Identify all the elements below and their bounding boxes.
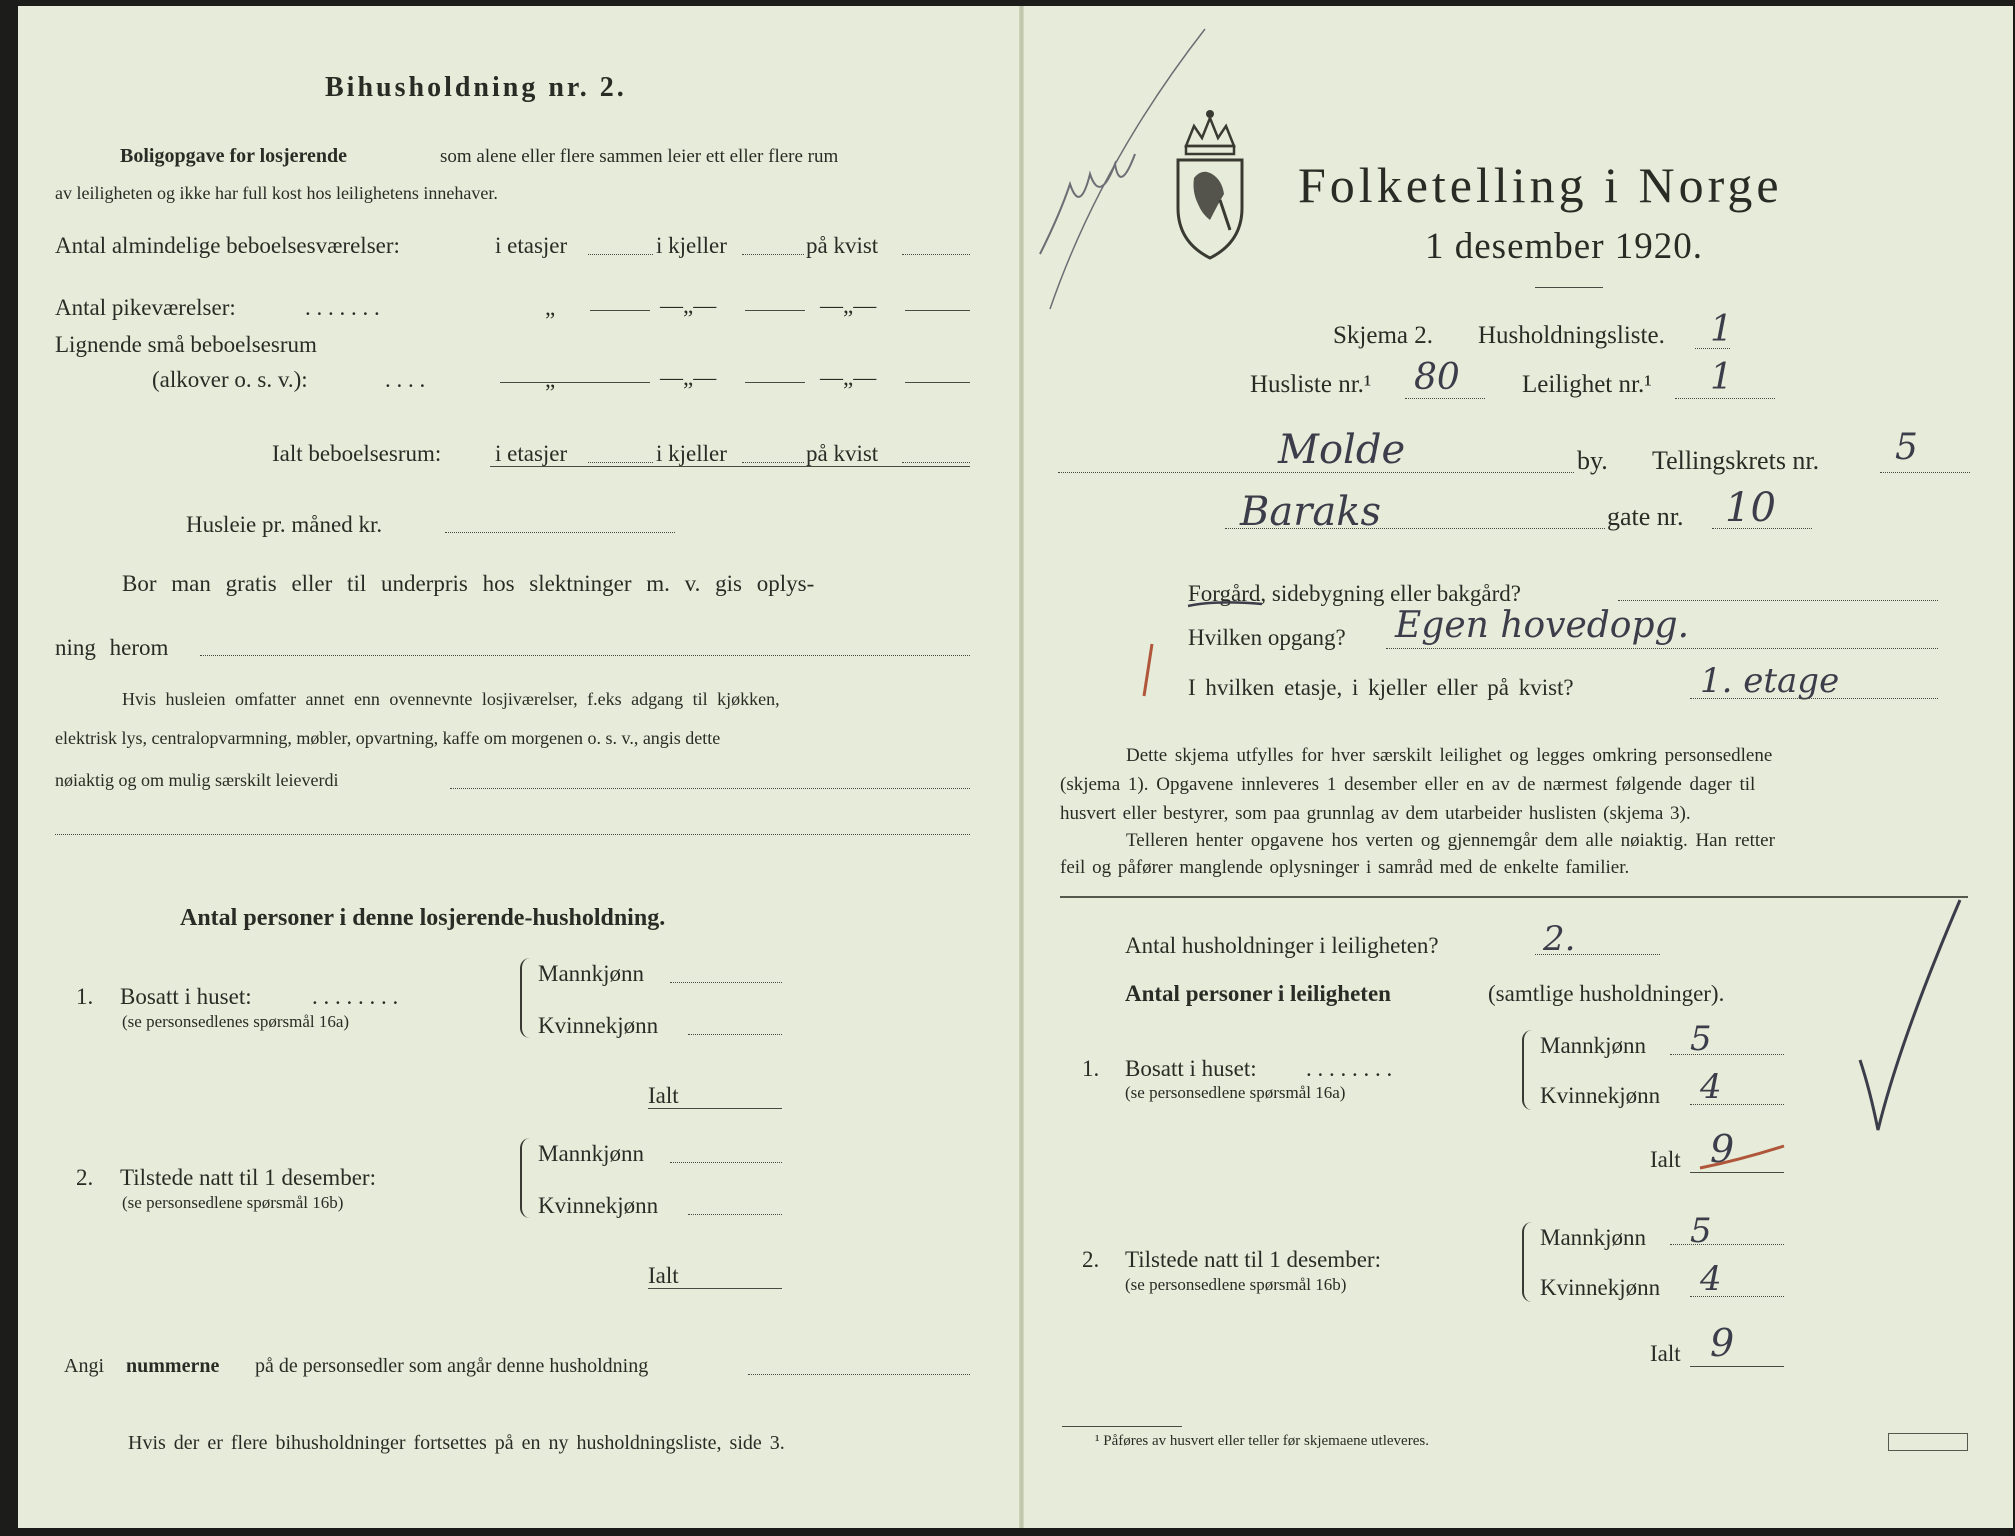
left-title: Bihusholdning nr. 2. xyxy=(325,72,627,103)
left-q1-kvinne: Kvinnekjønn xyxy=(538,1013,659,1038)
right-q2-kvinne-value[interactable]: 4 xyxy=(1700,1259,1722,1299)
para-line-2: (skjema 1). Opgavene innleveres 1 desember eller en av de nærmest følgende dager til xyxy=(1060,774,1756,795)
forgaard-label: Forgård, sidebygning eller bakgård? xyxy=(1188,581,1521,606)
right-q2-ialt-value[interactable]: 9 xyxy=(1710,1321,1735,1365)
left-q2-brace xyxy=(520,1138,530,1218)
leilighet-value[interactable]: 1 xyxy=(1710,357,1733,398)
pike-label: Antal pikeværelser: xyxy=(55,295,236,320)
left-q2-ialt: Ialt xyxy=(648,1263,679,1288)
ialt-rooms-label: Ialt beboelsesrum: xyxy=(272,441,442,466)
opgang-label: Hvilken opgang? xyxy=(1188,625,1346,650)
husleie-field[interactable] xyxy=(445,532,675,533)
gratis-line-1: Bor man gratis eller til underpris hos slektninger m. v. gis oplys- xyxy=(122,571,815,596)
right-q2-kvinne: Kvinnekjønn xyxy=(1540,1275,1661,1300)
ialt-rooms-etasjer: i etasjer xyxy=(495,441,568,466)
right-q1-mann-value[interactable]: 5 xyxy=(1690,1019,1712,1059)
right-q2-mann: Mannkjønn xyxy=(1540,1225,1647,1250)
right-q2-ialt: Ialt xyxy=(1650,1341,1681,1366)
right-q1-brace xyxy=(1522,1030,1532,1110)
left-q1-note: (se personsedlenes spørsmål 16a) xyxy=(122,1012,350,1031)
strike-mark xyxy=(1690,1140,1790,1180)
ialt-rooms-kvist-field[interactable] xyxy=(902,462,970,463)
antal-hush-label: Antal husholdninger i leiligheten? xyxy=(1125,933,1439,958)
by-label: by. xyxy=(1577,446,1608,475)
right-q2-mann-value[interactable]: 5 xyxy=(1690,1211,1712,1251)
antal-rooms-etasjer: i etasjer xyxy=(495,233,568,258)
antal-hush-value[interactable]: 2. xyxy=(1543,919,1576,959)
left-persons-heading: Antal personer i denne losjerende-husholdning. xyxy=(180,905,666,931)
antal-rooms-etasjer-field[interactable] xyxy=(588,254,653,255)
gratis-field[interactable] xyxy=(200,655,970,656)
lignende-label-2: (alkover o. s. v.): xyxy=(152,367,308,392)
left-footer: Hvis der er flere bihusholdninger fortsettes på en ny husholdningsliste, side 3. xyxy=(128,1432,785,1454)
angi-post: på de personsedler som angår denne husholdning xyxy=(255,1355,649,1377)
lignende-label-1: Lignende små beboelsesrum xyxy=(55,332,317,357)
antal-rooms-label: Antal almindelige beboelsesværelser: xyxy=(55,233,400,258)
by-value[interactable]: Molde xyxy=(1278,427,1406,473)
lignende-dots: . . . . xyxy=(385,367,426,392)
left-q2-ialt-field[interactable] xyxy=(648,1288,782,1289)
right-title: Folketelling i Norge xyxy=(1298,157,1783,213)
angi-field[interactable] xyxy=(748,1374,970,1375)
left-q2-note: (se personsedlene spørsmål 16b) xyxy=(122,1193,344,1212)
intro-bold: Boligopgave for losjerende xyxy=(120,145,348,167)
lignende-ditto-3: —„— xyxy=(820,365,877,390)
husliste-value[interactable]: 80 xyxy=(1414,357,1460,398)
etasje-value[interactable]: 1. etage xyxy=(1700,661,1840,701)
right-q2-label: Tilstede natt til 1 desember: xyxy=(1125,1247,1381,1272)
right-q2-note: (se personsedlene spørsmål 16b) xyxy=(1125,1275,1347,1294)
leilighet-label: Leilighet nr.¹ xyxy=(1522,371,1652,398)
right-q1-dots: . . . . . . . . xyxy=(1306,1056,1393,1081)
right-q1-mann: Mannkjønn xyxy=(1540,1033,1647,1058)
antal-rooms-kvist: på kvist xyxy=(806,233,879,258)
footnote: ¹ Påføres av husvert eller teller før skjemaene utleveres. xyxy=(1095,1433,1429,1449)
left-q1-kvinne-field[interactable] xyxy=(688,1034,782,1035)
gate-nr-value[interactable]: 10 xyxy=(1725,485,1776,531)
intro-text-2: av leiligheten og ikke har full kost hos leilighetens innehaver. xyxy=(55,183,498,203)
left-q1-ialt: Ialt xyxy=(648,1083,679,1108)
angi-pre: Angi xyxy=(64,1355,104,1377)
antal-rooms-kvist-field[interactable] xyxy=(902,254,970,255)
forgaard-field[interactable] xyxy=(1618,600,1938,601)
right-persons-heading-bold: Antal personer i leiligheten xyxy=(1125,981,1391,1006)
right-q1-ialt: Ialt xyxy=(1650,1147,1681,1172)
para-line-5: feil og påfører manglende oplysninger i samråd med de enkelte familier. xyxy=(1060,857,1630,878)
forgaard-underline xyxy=(1186,598,1264,610)
husholdningsliste-value: 1 xyxy=(1710,309,1733,350)
tellingskrets-value[interactable]: 5 xyxy=(1895,427,1918,468)
right-q1-label: Bosatt i huset: xyxy=(1125,1056,1257,1081)
leieverdi-field[interactable] xyxy=(450,788,970,789)
etasje-label: I hvilken etasje, i kjeller eller på kvist? xyxy=(1188,675,1574,700)
lignende-ditto-1: „ xyxy=(545,367,556,392)
hvis-line-3: nøiaktig og om mulig særskilt leieverdi xyxy=(55,770,339,790)
husholdningsliste-label: Husholdningsliste. xyxy=(1478,322,1665,349)
left-q2-num: 2. xyxy=(76,1165,94,1190)
intro-text-1: som alene eller flere sammen leier ett eller flere rum xyxy=(440,146,839,167)
pike-ditto-3: —„— xyxy=(820,293,877,318)
right-q2-brace xyxy=(1522,1222,1532,1302)
left-q1-label: Bosatt i huset: xyxy=(120,984,252,1009)
right-q2-num: 2. xyxy=(1082,1247,1100,1272)
left-q1-num: 1. xyxy=(76,984,94,1009)
left-q1-dots: . . . . . . . . xyxy=(312,984,399,1009)
left-q1-mann-field[interactable] xyxy=(670,982,782,983)
opgang-value[interactable]: Egen hovedopg. xyxy=(1395,605,1690,646)
para-line-4: Telleren henter opgavene hos verten og gjennemgår dem alle nøiaktig. Han retter xyxy=(1126,830,1775,851)
right-q1-kvinne: Kvinnekjønn xyxy=(1540,1083,1661,1108)
left-q2-kvinne-field[interactable] xyxy=(688,1214,782,1215)
left-q1-ialt-field[interactable] xyxy=(648,1108,782,1109)
skjema-label: Skjema 2. xyxy=(1333,322,1433,349)
ialt-rooms-kvist: på kvist xyxy=(806,441,879,466)
left-q2-mann: Mannkjønn xyxy=(538,1141,645,1166)
ialt-rooms-kjeller: i kjeller xyxy=(656,441,727,466)
husleie-label: Husleie pr. måned kr. xyxy=(186,512,383,537)
right-persons-heading-rest: (samtlige husholdninger). xyxy=(1488,981,1725,1006)
left-q2-label: Tilstede natt til 1 desember: xyxy=(120,1165,376,1190)
pike-ditto-1: „ xyxy=(545,295,556,320)
left-q1-brace xyxy=(520,958,530,1038)
para-line-3: husvert eller bestyrer, som paa grunnlag av dem utarbeider huslisten (skjema 3). xyxy=(1060,803,1691,824)
right-q1-ialt-value[interactable]: 9 xyxy=(1710,1127,1735,1171)
pencil-scribble xyxy=(1020,24,1220,324)
left-q2-mann-field[interactable] xyxy=(670,1162,782,1163)
lignende-ditto-2: —„— xyxy=(660,365,717,390)
para-line-1: Dette skjema utfylles for hver særskilt leilighet og legges omkring personsedlene xyxy=(1126,745,1773,766)
gate-value[interactable]: Baraks xyxy=(1240,489,1381,535)
pike-ditto-2: —„— xyxy=(660,293,717,318)
right-q1-num: 1. xyxy=(1082,1056,1100,1081)
hvis-line-1: Hvis husleien omfatter annet enn ovennevnte losjiværelser, f.eks adgang til kjøkken, xyxy=(122,689,780,709)
pike-dots: . . . . . . . xyxy=(305,295,380,320)
tellingskrets-label: Tellingskrets nr. xyxy=(1652,446,1820,475)
gate-label: gate nr. xyxy=(1607,502,1684,531)
check-mark-icon xyxy=(1840,890,1970,1150)
husliste-label: Husliste nr.¹ xyxy=(1250,371,1372,398)
left-q2-kvinne: Kvinnekjønn xyxy=(538,1193,659,1218)
red-pencil-mark xyxy=(1138,640,1158,700)
antal-rooms-kjeller-field[interactable] xyxy=(742,254,804,255)
right-q1-note: (se personsedlene spørsmål 16a) xyxy=(1125,1083,1346,1102)
antal-rooms-kjeller: i kjeller xyxy=(656,233,727,258)
hvis-line-2: elektrisk lys, centralopvarmning, møbler, opvartning, kaffe om morgenen o. s. v., angis dette xyxy=(55,728,721,748)
left-q1-mann: Mannkjønn xyxy=(538,961,645,986)
ialt-rooms-etasjer-field[interactable] xyxy=(588,462,653,463)
right-q1-kvinne-value[interactable]: 4 xyxy=(1700,1067,1722,1107)
ialt-rooms-kjeller-field[interactable] xyxy=(742,462,804,463)
right-date: 1 desember 1920. xyxy=(1425,226,1704,267)
printer-stamp xyxy=(1888,1433,1968,1451)
gratis-line-2: ning herom xyxy=(55,635,169,660)
angi-bold: nummerne xyxy=(126,1355,220,1377)
